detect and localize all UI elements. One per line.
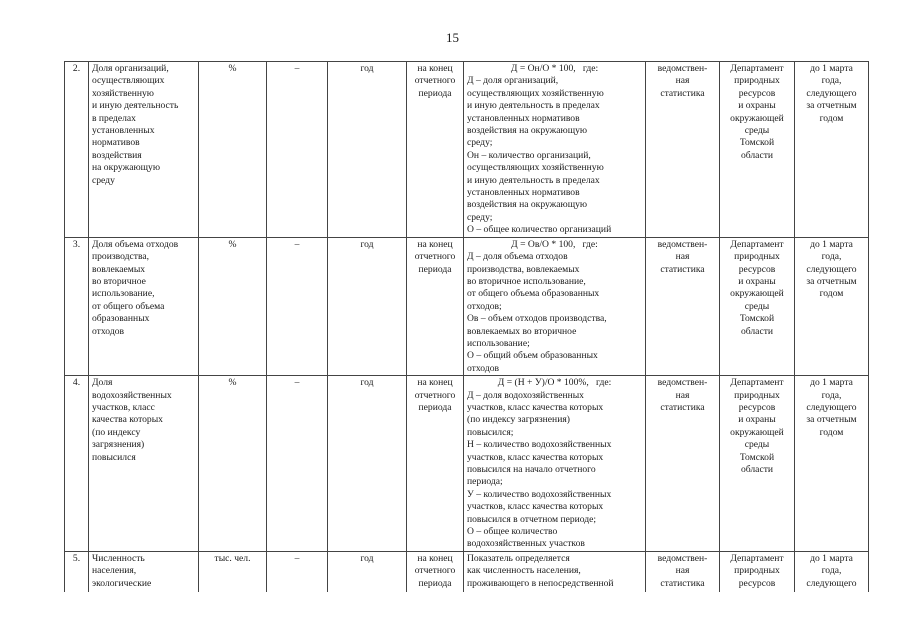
indicator-name-line: загрязнения) [92,439,145,451]
method-line: Н – количество водохозяйственных [467,439,612,451]
unit-cell [199,551,267,592]
deadline-line: до 1 марта [810,63,853,74]
row-number: 2. [72,63,81,74]
responsible-line: Департамент [730,377,784,389]
row-number-cell [65,62,89,238]
time-line: на конец [417,377,453,389]
responsible-line: и охраны [738,275,776,287]
deadline-line: за отчетным [806,414,857,426]
time-line: периода [418,263,452,275]
source-line: ная [675,75,690,87]
unit-value: % [228,238,237,250]
period-cell [328,62,407,238]
page-number: 15 [446,30,459,45]
deadline-line: следующего [806,577,857,589]
base-value-cell [267,237,328,375]
responsible-line: природных [734,565,780,577]
deadline-line: следующего [806,401,857,413]
table-row [65,62,869,238]
indicator-name-line: участков, класс [92,401,155,413]
method-line: воздействия на окружающую [467,199,588,211]
indicator-name-line: водохозяйственных [92,389,172,401]
indicator-name-line: и иную деятельность [92,100,179,112]
source-line: статистика [660,87,705,99]
indicator-name-cell [89,62,199,238]
method-line: Д – доля организаций, [467,75,559,87]
responsible-line: и охраны [738,414,776,426]
source-cell [646,376,720,552]
time-cell [407,62,464,238]
responsible-line: области [740,464,774,475]
source-line: ная [675,389,690,401]
method-line: отходов [467,362,500,374]
deadline-line: до 1 марта [810,238,853,250]
method-line: и иную деятельность в пределах [467,174,600,186]
indicator-name-line: качества которых [92,414,163,426]
method-line: Д – доля объема отходов [467,251,568,263]
method-line: как численность населения, [467,565,581,577]
deadline-line: следующего [806,87,857,99]
responsible-line: области [740,149,774,161]
table-row [65,376,869,552]
method-line: (по индексу загрязнения) [467,414,570,426]
indicator-name-line: во вторичное [92,275,146,287]
responsible-line: Департамент [730,552,784,564]
time-line: отчетного [414,75,456,87]
responsible-line: окружающей [730,426,784,438]
source-line: ная [675,251,690,263]
unit-cell [199,376,267,552]
base-value: – [294,238,300,250]
indicator-name-line: повысился [92,451,136,463]
indicator-name-line: использование, [92,288,155,300]
time-line: на конец [417,63,453,74]
indicator-name-line: среду [92,174,115,186]
method-line: О – общее количество [467,526,558,538]
method-line: Показатель определяется [467,552,570,564]
indicator-name-cell [89,376,199,552]
indicator-name-line: от общего объема [92,300,165,312]
source-line: статистика [660,401,705,413]
indicator-name-line: Численность [92,552,145,564]
time-line: отчетного [414,565,456,577]
responsible-line: среды [744,300,770,312]
indicator-name-line: Доля организаций, [92,63,169,74]
base-value-cell [267,376,328,552]
deadline-line: за отчетным [806,275,857,287]
row-number-cell [65,551,89,592]
time-line: отчетного [414,389,456,401]
responsible-line: Томской [739,451,775,463]
deadline-line: за отчетным [806,100,857,112]
method-line: отходов; [467,300,502,312]
deadline-line: года, [821,389,842,401]
unit-value: % [228,377,237,389]
source-line: ведомствен- [657,63,708,74]
formula: Д = (Н + У)/О * 100%, где: [497,377,612,389]
period-cell [328,376,407,552]
responsible-line: области [740,325,774,337]
unit-value: тыс. чел. [214,552,251,564]
responsible-line: окружающей [730,288,784,300]
responsible-line: Департамент [730,238,784,250]
time-line: на конец [417,552,453,564]
method-line: участков, класс качества которых [467,401,604,413]
indicator-name-cell [89,551,199,592]
source-line: статистика [660,263,705,275]
source-line: статистика [660,577,705,589]
indicator-name-line: в пределах [92,112,136,124]
responsible-cell [720,376,795,552]
period-cell [328,237,407,375]
responsible-line: ресурсов [738,87,776,99]
indicator-name-line: нормативов [92,137,140,149]
method-line: У – количество водохозяйственных [467,488,612,500]
indicator-name-line: на окружающую [92,162,160,174]
indicator-name-line: хозяйственную [92,87,154,99]
responsible-cell [720,551,795,592]
period-cell [328,551,407,592]
indicator-name-line: образованных [92,313,150,325]
responsible-line: ресурсов [738,401,776,413]
method-line: О – общий объем образованных [467,350,598,362]
base-value: – [294,63,300,74]
table-row [65,237,869,375]
method-line: повысился в отчетном периоде; [467,513,597,525]
indicator-name-cell [89,237,199,375]
indicator-name-line: осуществляющих [92,75,165,87]
method-line: от общего объема образованных [467,288,600,300]
method-line: участков, класс качества которых [467,451,604,463]
source-line: ведомствен- [657,377,708,389]
source-cell [646,551,720,592]
deadline-line: до 1 марта [810,552,853,564]
responsible-line: природных [734,389,780,401]
indicator-name-line: производства, [92,251,150,263]
method-line: проживающего в непосредственной [467,577,614,589]
responsible-line: природных [734,75,780,87]
method-line: О – общее количество организаций [467,224,612,236]
time-line: отчетного [414,251,456,263]
row-number: 5. [72,552,81,564]
responsible-line: окружающей [730,112,784,124]
responsible-line: ресурсов [738,577,776,589]
period-value: год [360,552,374,564]
indicator-name-line: вовлекаемых [92,263,146,275]
responsible-line: Томской [739,313,775,325]
deadline-cell [795,376,869,552]
method-line: среду; [467,211,493,223]
indicator-name-line: экологические [92,577,152,589]
indicator-name-line: населения, [92,565,137,577]
method-line: воздействия на окружающую [467,125,588,137]
responsible-line: ресурсов [738,263,776,275]
unit-cell [199,237,267,375]
time-line: периода [418,401,452,413]
time-line: периода [418,87,452,99]
deadline-cell [795,62,869,238]
deadline-line: года, [821,75,842,87]
time-cell [407,376,464,552]
method-line: участков, класс качества которых [467,501,604,513]
row-number: 4. [72,377,81,389]
method-line: Д – доля водохозяйственных [467,389,584,401]
indicator-name-line: установленных [92,125,155,137]
period-value: год [360,238,374,250]
formula: Д = Ов/О * 100, где: [511,238,598,250]
method-line: среду; [467,137,493,149]
responsible-cell [720,237,795,375]
method-line: водохозяйственных участков [467,538,585,550]
deadline-line: до 1 марта [810,377,853,389]
method-cell [464,237,646,375]
method-line: вовлекаемых во вторичное [467,325,577,337]
responsible-cell [720,62,795,238]
responsible-line: Департамент [730,63,784,74]
indicator-name-line: Доля объема отходов [92,238,179,250]
time-cell [407,237,464,375]
method-line: во вторичное использование, [467,275,586,287]
responsible-line: среды [744,125,770,137]
time-cell [407,551,464,592]
row-number-cell [65,237,89,375]
method-line: производства, вовлекаемых [467,263,580,275]
indicator-name-line: Доля [92,377,113,389]
deadline-line: годом [819,426,844,438]
method-line: установленных нормативов [467,187,580,199]
method-line: повысился; [467,426,514,438]
method-line: повысился на начало отчетного [467,464,596,475]
row-number-cell [65,376,89,552]
table-row [65,551,869,592]
row-number: 3. [72,238,81,250]
method-cell [464,551,646,592]
method-line: периода; [467,476,503,488]
source-line: ведомствен- [657,552,708,564]
indicator-name-line: отходов [92,325,125,337]
period-value: год [360,63,374,74]
method-line: Ов – объем отходов производства, [467,313,607,325]
formula: Д = Он/О * 100, где: [510,63,599,74]
time-line: на конец [417,238,453,250]
method-line: и иную деятельность в пределах [467,100,600,112]
deadline-line: годом [819,112,844,124]
deadline-line: годом [819,288,844,300]
base-value: – [294,552,300,564]
time-line: периода [418,577,452,589]
deadline-cell [795,237,869,375]
responsible-line: и охраны [738,100,776,112]
method-cell [464,62,646,238]
method-line: Он – количество организаций, [467,149,591,161]
responsible-line: среды [744,439,770,451]
unit-cell [199,62,267,238]
method-line: установленных нормативов [467,112,580,124]
responsible-line: природных [734,251,780,263]
base-value: – [294,377,300,389]
indicator-name-line: (по индексу [92,426,141,438]
deadline-line: года, [821,565,842,577]
responsible-line: Томской [739,137,775,149]
deadline-line: года, [821,251,842,263]
source-line: ная [675,565,690,577]
source-cell [646,237,720,375]
source-line: ведомствен- [657,238,708,250]
deadline-line: следующего [806,263,857,275]
method-line: осуществляющих хозяйственную [467,162,604,174]
method-cell [464,376,646,552]
indicators-table [64,61,869,592]
indicator-name-line: воздействия [92,149,142,161]
method-line: осуществляющих хозяйственную [467,87,604,99]
base-value-cell [267,551,328,592]
period-value: год [360,377,374,389]
method-line: использование; [467,337,530,349]
unit-value: % [228,63,237,74]
deadline-cell [795,551,869,592]
source-cell [646,62,720,238]
base-value-cell [267,62,328,238]
